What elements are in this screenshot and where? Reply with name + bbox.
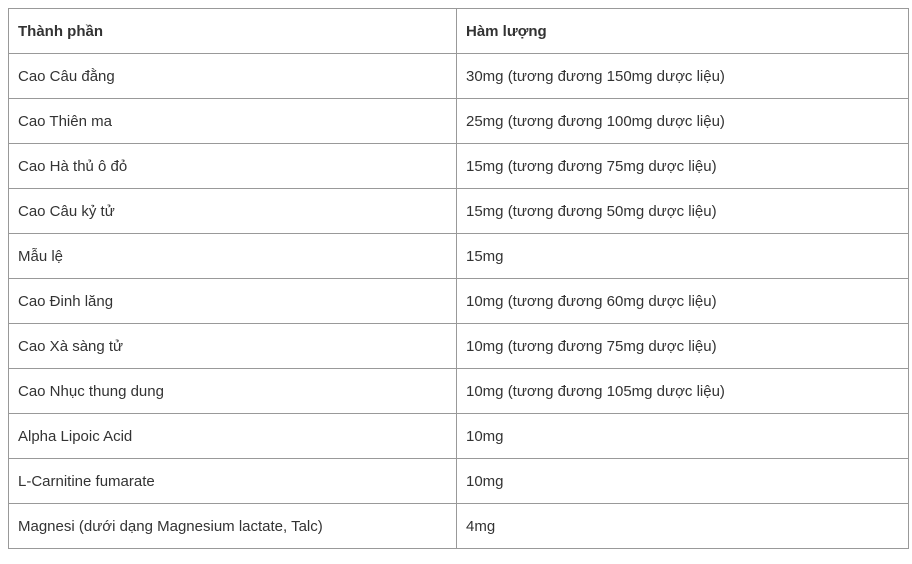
header-ingredient: Thành phần bbox=[9, 9, 457, 54]
table-row bbox=[9, 414, 909, 459]
table-row bbox=[9, 279, 909, 324]
table-row bbox=[9, 99, 909, 144]
amount-cell: 10mg (tương đương 75mg dược liệu) bbox=[457, 324, 909, 369]
amount-cell: 4mg bbox=[457, 504, 909, 549]
ingredient-cell: Cao Nhục thung dung bbox=[9, 369, 457, 414]
table-body bbox=[9, 54, 909, 549]
amount-cell: 15mg (tương đương 75mg dược liệu) bbox=[457, 144, 909, 189]
ingredient-cell: Magnesi (dưới dạng Magnesium lactate, Talc) bbox=[9, 504, 457, 549]
amount-cell: 30mg (tương đương 150mg dược liệu) bbox=[457, 54, 909, 99]
table-row bbox=[9, 144, 909, 189]
table-row bbox=[9, 54, 909, 99]
amount-cell: 10mg bbox=[457, 414, 909, 459]
header-amount: Hàm lượng bbox=[457, 9, 909, 54]
ingredient-cell: Cao Thiên ma bbox=[9, 99, 457, 144]
table-header bbox=[9, 9, 909, 54]
table-row bbox=[9, 324, 909, 369]
ingredient-cell: Cao Đinh lăng bbox=[9, 279, 457, 324]
header-row bbox=[9, 9, 909, 54]
ingredient-cell: Cao Xà sàng tử bbox=[9, 324, 457, 369]
amount-cell: 10mg bbox=[457, 459, 909, 504]
ingredient-cell: L-Carnitine fumarate bbox=[9, 459, 457, 504]
table-row bbox=[9, 369, 909, 414]
ingredient-cell: Mẫu lệ bbox=[9, 234, 457, 279]
amount-cell: 15mg (tương đương 50mg dược liệu) bbox=[457, 189, 909, 234]
amount-cell: 15mg bbox=[457, 234, 909, 279]
ingredient-cell: Cao Câu kỷ tử bbox=[9, 189, 457, 234]
amount-cell: 25mg (tương đương 100mg dược liệu) bbox=[457, 99, 909, 144]
amount-cell: 10mg (tương đương 105mg dược liệu) bbox=[457, 369, 909, 414]
table-row bbox=[9, 189, 909, 234]
table-row bbox=[9, 459, 909, 504]
ingredient-cell: Cao Câu đằng bbox=[9, 54, 457, 99]
table-row bbox=[9, 234, 909, 279]
ingredients-table bbox=[8, 8, 909, 549]
ingredient-cell: Alpha Lipoic Acid bbox=[9, 414, 457, 459]
table-row bbox=[9, 504, 909, 549]
ingredient-cell: Cao Hà thủ ô đỏ bbox=[9, 144, 457, 189]
amount-cell: 10mg (tương đương 60mg dược liệu) bbox=[457, 279, 909, 324]
